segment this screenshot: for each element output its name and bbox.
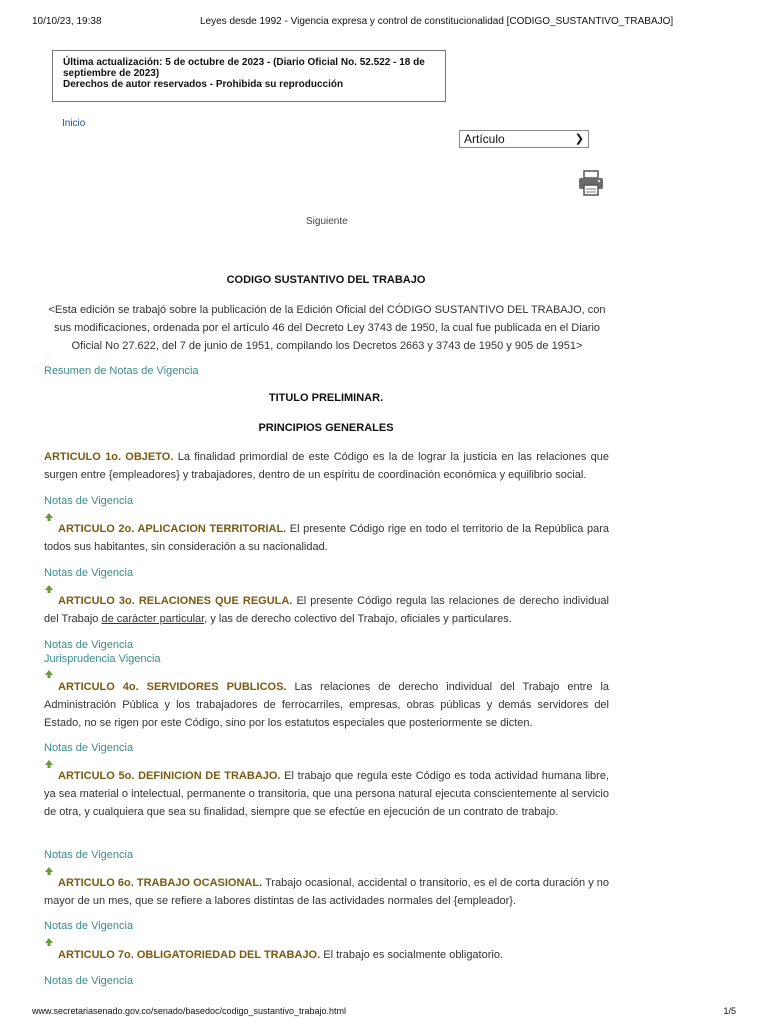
titulo-preliminar-heading: TITULO PRELIMINAR.	[268, 392, 384, 404]
principios-heading: PRINCIPIOS GENERALES	[258, 422, 394, 434]
article-title: ARTICULO 2o. APLICACION TERRITORIAL.	[58, 523, 287, 535]
article-title: ARTICULO 4o. SERVIDORES PUBLICOS.	[58, 681, 287, 693]
article-text: Trabajo ocasional, accidental o transitorio, es el de corta duración y no mayor de un mes, que se refiere a labores distintas de las actividades normales del {empleador}.	[44, 877, 609, 907]
article-2	[44, 520, 609, 556]
article-text: La finalidad primordial de este Código es la de lograr la justicia en las relaciones que surgen entre {empleadores} y trabajadores, dentro de un espíritu de coordinación económica y equilibrio social.	[44, 451, 609, 481]
inicio-link[interactable]: Inicio	[62, 118, 86, 129]
page-number: 1/5	[723, 1006, 736, 1016]
print-datetime: 10/10/23, 19:38	[32, 16, 102, 27]
notas-vigencia-link[interactable]: Notas de Vigencia	[44, 639, 134, 651]
update-info-box	[52, 50, 446, 102]
article-text: El trabajo que regula este Código es toda actividad humana libre, ya sea material o intelectual, permanente o transitoria, que una persona natural ejecuta conscientemente al servicio de otra, y cualquiera que sea su finalidad, siempre que se efectúe en ejecución de un contrato de trabajo.	[44, 770, 609, 818]
article-select[interactable]	[459, 130, 589, 148]
resumen-notas-link[interactable]: Resumen de Notas de Vigencia	[44, 365, 199, 377]
article-7	[44, 946, 609, 964]
underlined-text: de carácter particular	[101, 613, 205, 625]
copyright-line: Derechos de autor reservados - Prohibida su reproducción	[63, 79, 344, 90]
article-text: , y las de derecho colectivo del Trabajo, oficiales y particulares.	[204, 613, 512, 625]
article-title: ARTICULO 3o. RELACIONES QUE REGULA.	[58, 595, 293, 607]
notas-vigencia-link[interactable]: Notas de Vigencia	[44, 849, 134, 861]
document-title: CODIGO SUSTANTIVO DEL TRABAJO	[226, 274, 426, 286]
article-3	[44, 592, 609, 628]
article-text: El trabajo es socialmente obligatorio.	[320, 949, 504, 961]
edition-note: <Esta edición se trabajó sobre la publicación de la Edición Oficial del CÓDIGO SUSTANTIVO DEL TRABAJO, con sus modificaciones, ordenada por el artículo 46 del Decreto Ley 3743 de 1950, la cual fue publicada en el Diario Oficial No 27.622, del 7 de junio de 1951, compilando los Decretos 2663 y 3743 de 1950 y 905 de 1951>	[48, 304, 606, 352]
article-text: El presente Código rige en todo el territorio de la República para todos sus habitantes, sin consideración a su nacionalidad.	[44, 523, 609, 553]
chevron-down-icon: ❯	[574, 133, 584, 145]
article-6	[44, 874, 609, 910]
update-line-1: Última actualización: 5 de octubre de 2023 - (Diario Oficial No. 52.522 - 18 de	[63, 57, 425, 68]
article-title: ARTICULO 6o. TRABAJO OCASIONAL.	[58, 877, 263, 889]
notas-vigencia-link[interactable]: Notas de Vigencia	[44, 567, 134, 579]
article-select-value: Artículo	[464, 132, 505, 146]
article-text: El presente Código regula las relaciones de derecho individual del Trabajo	[44, 595, 609, 625]
article-title: ARTICULO 1o. OBJETO.	[44, 451, 174, 463]
notas-vigencia-link[interactable]: Notas de Vigencia	[44, 975, 134, 987]
print-page-title: Leyes desde 1992 - Vigencia expresa y control de constitucionalidad [CODIGO_SUSTANTIVO_TRABAJO]	[200, 16, 674, 27]
page-url: www.secretariasenado.gov.co/senado/basedoc/codigo_sustantivo_trabajo.html	[32, 1006, 347, 1016]
printer-icon[interactable]	[577, 169, 605, 197]
update-line-2: septiembre de 2023)	[63, 68, 160, 79]
notas-vigencia-link[interactable]: Notas de Vigencia	[44, 495, 134, 507]
article-1	[44, 448, 609, 484]
siguiente-link[interactable]: Siguiente	[306, 216, 348, 227]
article-title: ARTICULO 5o. DEFINICION DE TRABAJO.	[58, 770, 281, 782]
notas-vigencia-link[interactable]: Notas de Vigencia	[44, 920, 134, 932]
jurisprudencia-vigencia-link[interactable]: Jurisprudencia Vigencia	[44, 653, 161, 665]
article-title: ARTICULO 7o. OBLIGATORIEDAD DEL TRABAJO.	[58, 949, 321, 961]
notas-vigencia-link[interactable]: Notas de Vigencia	[44, 742, 134, 754]
article-4	[44, 678, 609, 732]
article-text: Las relaciones de derecho individual del Trabajo entre la Administración Pública y los trabajadores de ferrocarriles, empresas, obras públicas y demás servidores del Estado, no se rigen por este Código, sino por los estatutos especiales que posteriormente se dicten.	[44, 681, 610, 729]
article-5	[44, 767, 609, 821]
